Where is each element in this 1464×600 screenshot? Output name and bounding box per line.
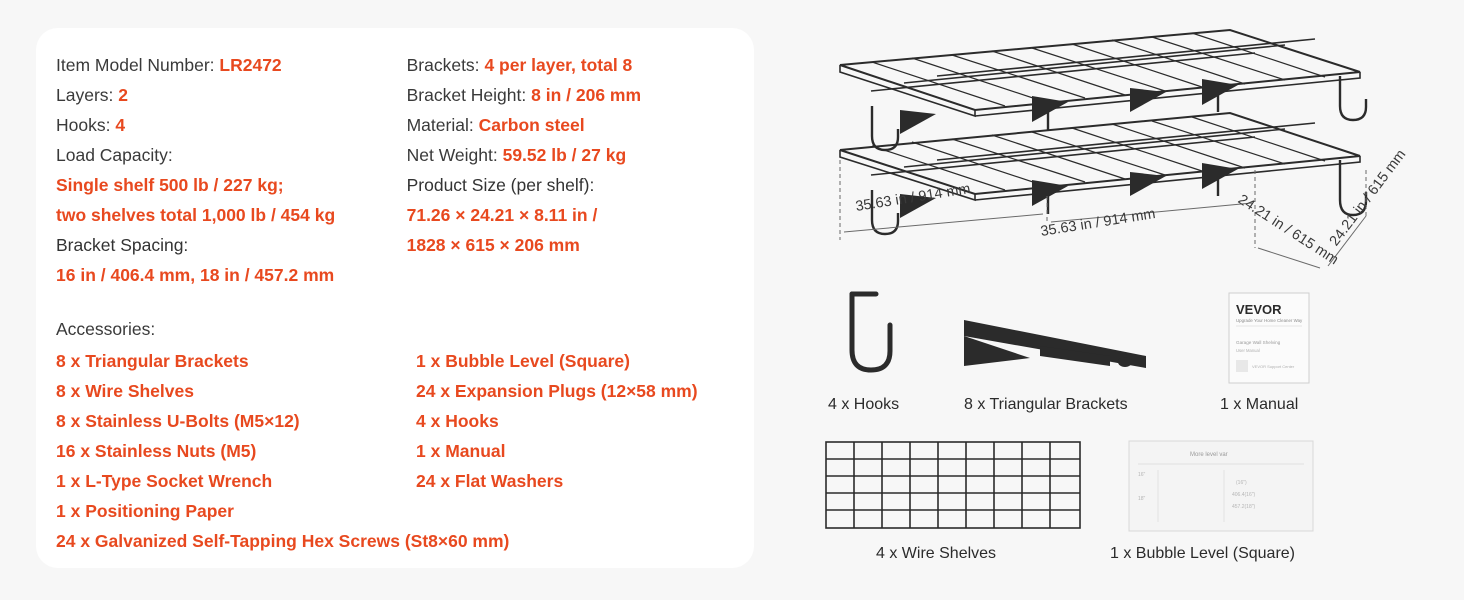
accessories-column-right <box>416 346 728 556</box>
spec-value-product-size-2: 1828 × 615 × 206 mm <box>406 235 580 255</box>
spec-value-load-capacity-1: Single shelf 500 lb / 227 kg; <box>56 175 284 195</box>
spec-value-product-size-1: 71.26 × 24.21 × 8.11 in / <box>406 205 598 225</box>
spec-columns <box>56 50 728 290</box>
hook-part-illustration <box>830 288 940 388</box>
triangular-bracket-part-illustration <box>960 316 1160 386</box>
spec-row-net-weight <box>407 140 728 170</box>
manual-part-illustration <box>1228 292 1310 384</box>
spec-column-left <box>56 50 407 290</box>
spec-label-load-capacity: Load Capacity: <box>56 145 173 165</box>
dimension-label-depth-1: 24.21 in / 615 mm <box>1235 191 1342 269</box>
accessories-columns <box>56 346 728 556</box>
spec-row-brackets <box>407 50 728 80</box>
svg-text:More level var: More level var <box>1190 452 1228 458</box>
spec-label-material: Material: <box>406 115 474 135</box>
part-caption-wire-shelves: 4 x Wire Shelves <box>876 545 997 562</box>
bubble-level-part-illustration <box>1128 440 1314 532</box>
specification-card <box>36 28 754 568</box>
accessory-item: 16 x Stainless Nuts (M5) <box>56 441 257 461</box>
spec-row-hooks <box>56 110 407 140</box>
accessory-item: 1 x Bubble Level (Square) <box>416 351 630 371</box>
dimension-label-depth-2: 24.21 in / 615 mm <box>1326 146 1410 250</box>
accessory-item: 1 x Manual <box>416 441 506 461</box>
accessory-item: 8 x Wire Shelves <box>56 381 194 401</box>
illustration-panel <box>800 0 1464 600</box>
spec-label-product-size: Product Size (per shelf): <box>406 175 595 195</box>
spec-value-bracket-spacing: 16 in / 406.4 mm, 18 in / 457.2 mm <box>56 265 335 285</box>
svg-text:457.2(18"): 457.2(18") <box>1232 504 1256 510</box>
spec-value-net-weight: 59.52 lb / 27 kg <box>502 145 627 165</box>
spec-value-model: LR2472 <box>219 55 282 75</box>
svg-text:Garage Wall Shelving: Garage Wall Shelving <box>1236 340 1281 345</box>
accessory-item: 24 x Expansion Plugs (12×58 mm) <box>416 381 698 401</box>
svg-text:User Manual: User Manual <box>1236 348 1260 353</box>
accessories-title: Accessories: <box>56 319 156 339</box>
svg-text:VEVOR Support Center: VEVOR Support Center <box>1252 364 1295 369</box>
spec-value-material: Carbon steel <box>478 115 585 135</box>
spec-value-brackets: 4 per layer, total 8 <box>484 55 633 75</box>
accessory-item: 8 x Stainless U-Bolts (M5×12) <box>56 411 300 431</box>
accessory-item: 8 x Triangular Brackets <box>56 351 249 371</box>
spec-label-hooks: Hooks: <box>56 115 111 135</box>
accessory-item: 4 x Hooks <box>416 411 499 431</box>
spec-column-right <box>407 50 728 290</box>
svg-text:406.4(16"): 406.4(16") <box>1232 492 1256 498</box>
accessory-item: 1 x Positioning Paper <box>56 501 234 521</box>
dimension-label-width-1: 35.63 in / 914 mm <box>854 181 972 215</box>
spec-label-model: Item Model Number: <box>56 55 215 75</box>
accessory-item: 1 x L-Type Socket Wrench <box>56 471 273 491</box>
part-caption-bubble-level: 1 x Bubble Level (Square) <box>1110 545 1295 562</box>
spec-value-bracket-height: 8 in / 206 mm <box>531 85 642 105</box>
spec-row-bracket-height <box>407 80 728 110</box>
part-caption-manual: 1 x Manual <box>1220 396 1299 413</box>
spec-value-layers: 2 <box>118 85 128 105</box>
svg-text:18": 18" <box>1138 496 1146 502</box>
spec-label-net-weight: Net Weight: <box>406 145 498 165</box>
spec-label-bracket-height: Bracket Height: <box>406 85 527 105</box>
wire-shelf-part-illustration <box>824 440 1082 532</box>
spec-label-brackets: Brackets: <box>406 55 480 75</box>
spec-row-layers <box>56 80 407 110</box>
spec-value-hooks: 4 <box>115 115 126 135</box>
svg-text:(16"): (16") <box>1236 480 1247 486</box>
svg-text:16": 16" <box>1138 472 1146 478</box>
spec-row-material <box>407 110 728 140</box>
svg-text:VEVOR: VEVOR <box>1236 302 1282 317</box>
spec-label-bracket-spacing: Bracket Spacing: <box>56 235 189 255</box>
spec-label-layers: Layers: <box>56 85 114 105</box>
part-caption-hooks: 4 x Hooks <box>828 396 900 413</box>
spec-row-load-capacity <box>56 140 407 170</box>
accessory-item: 24 x Galvanized Self-Tapping Hex Screws (St8×60 mm) <box>56 531 510 551</box>
dimension-label-width-2: 35.63 in / 914 mm <box>1039 206 1157 240</box>
svg-text:Upgrade Your Home Cleaner Way: Upgrade Your Home Cleaner Way <box>1236 318 1303 323</box>
part-caption-brackets: 8 x Triangular Brackets <box>964 396 1128 413</box>
spec-value-load-capacity-2: two shelves total 1,000 lb / 454 kg <box>56 205 336 225</box>
spec-row-model <box>56 50 407 80</box>
accessory-item: 24 x Flat Washers <box>416 471 564 491</box>
